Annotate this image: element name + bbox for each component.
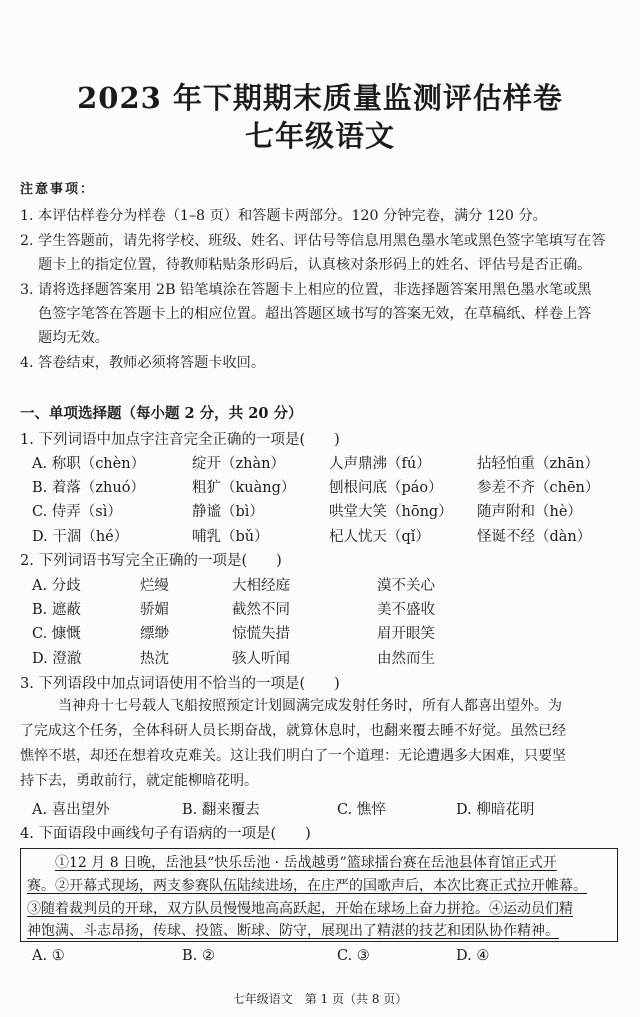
question-2-row: [32, 574, 622, 596]
question-3-stem: 3. 下列语段中加点词语使用不恰当的一项是( ): [20, 676, 340, 692]
question-3-options: [32, 798, 622, 820]
option-cell: A. 称职（chèn）: [32, 456, 146, 472]
answer-option: B. ②: [182, 948, 215, 964]
question-2-row: [32, 622, 622, 644]
option-cell: A. 分歧: [32, 578, 81, 594]
notice-line: 2. 学生答题前，请先将学校、班级、姓名、评估号等信息用黑色墨水笔或黑色签字笔填写在答: [20, 233, 606, 249]
option-cell: 绽开（zhàn）: [192, 456, 285, 472]
exam-title: 2023 年下期期末质量监测评估样卷: [77, 81, 563, 115]
question-4-passage-line: ①12 月 8 日晚，岳池县“快乐岳池 · 岳战越勇”篮球擂台赛在岳池县体育馆正式开: [55, 855, 557, 871]
question-2-row: [32, 647, 622, 669]
option-cell: 骄媚: [140, 602, 169, 618]
option-cell: 随声附和（hè）: [477, 504, 582, 520]
answer-option: A. ①: [32, 948, 65, 964]
option-cell: 眉开眼笑: [377, 626, 435, 642]
answer-option: C. ③: [337, 948, 370, 964]
option-cell: 哄堂大笑（hōng）: [329, 504, 453, 520]
option-cell: B. 着落（zhuó）: [32, 480, 145, 496]
notice-line: 色签字笔答在答题卡上的相应位置。超出答题区域书写的答案无效，在草稿纸、样卷上答: [38, 306, 592, 322]
section-heading: 一、单项选择题（每小题 2 分，共 20 分）: [20, 405, 303, 422]
option-cell: 拈轻怕重（zhān）: [477, 456, 599, 472]
question-4-options: [32, 948, 622, 970]
question-4-passage-box: [20, 848, 618, 942]
option-cell: C. 慷慨: [32, 626, 81, 642]
notice-line: 题卡上的指定位置，待教师粘贴条形码后，认真核对条形码上的姓名、评估号是否正确。: [38, 257, 592, 273]
question-1-row: [32, 500, 622, 522]
option-cell: 漠不关心: [377, 578, 435, 594]
notice-line: 3. 请将选择题答案用 2B 铅笔填涂在答题卡上相应的位置，非选择题答案用黑色墨水笔或黑: [20, 282, 592, 298]
answer-option: A. 喜出望外: [32, 802, 110, 818]
question-4-passage-line: 赛。②开幕式现场，两支参赛队伍陆续进场，在庄严的国歌声后，本次比赛正式拉开帷幕。: [27, 878, 587, 894]
option-cell: 美不盛收: [377, 602, 435, 618]
question-1-row: [32, 452, 622, 474]
question-4-stem: 4. 下面语段中画线句子有语病的一项是( ): [20, 826, 311, 842]
answer-option: B. 翻来覆去: [182, 802, 260, 818]
option-cell: B. 遮蔽: [32, 602, 81, 618]
option-cell: 怪诞不经（dàn）: [477, 529, 592, 545]
option-cell: 缥缈: [140, 626, 169, 642]
question-3-passage-line: 当神舟十七号载人飞船按照预定计划圆满完成发射任务时，所有人都喜出望外。为: [58, 698, 562, 714]
option-cell: 惊慌失措: [232, 626, 290, 642]
question-3-passage-line: 持下去，勇敢前行，就定能柳暗花明。: [20, 773, 258, 789]
answer-option: C. 憔悴: [337, 802, 386, 818]
notice-line: 题均无效。: [38, 330, 109, 346]
notice-line: 4. 答卷结束，教师必须将答题卡收回。: [20, 355, 266, 371]
page-footer: 七年级语文 第 1 页（共 8 页）: [232, 992, 408, 1006]
option-cell: 截然不同: [232, 602, 290, 618]
question-1-stem: 1. 下列词语中加点字注音完全正确的一项是( ): [20, 432, 340, 448]
option-cell: 哺乳（bǔ）: [192, 529, 269, 545]
option-cell: 静谧（bì）: [192, 504, 264, 520]
question-1-row: [32, 476, 622, 498]
option-cell: 由然而生: [377, 651, 435, 667]
answer-option: D. ④: [456, 948, 490, 964]
question-1-row: [32, 525, 622, 547]
question-3-passage-line: 憔悴不堪，却还在想着攻克难关。这让我们明白了一个道理：无论遭遇多大困难，只要坚: [20, 748, 566, 764]
question-2-row: [32, 598, 622, 620]
question-4-passage-line: 神饱满、斗志昂扬，传球、投篮、断球、防守，展现出了精湛的技艺和团队协作精神。: [27, 923, 559, 939]
option-cell: 骇人听闻: [232, 651, 290, 667]
answer-option: D. 柳暗花明: [456, 802, 535, 818]
option-cell: 参差不齐（chēn）: [477, 480, 600, 496]
option-cell: 粗犷（kuàng）: [192, 480, 296, 496]
notice-line: 1. 本评估样卷分为样卷（1–8 页）和答题卡两部分。120 分钟完卷，满分 120 分。: [20, 208, 547, 224]
question-2-stem: 2. 下列词语书写完全正确的一项是( ): [20, 553, 282, 569]
option-cell: 热沈: [140, 651, 169, 667]
option-cell: 人声鼎沸（fú）: [329, 456, 431, 472]
question-4-passage-line: ③随着裁判员的开球，双方队员慢慢地高高跃起，开始在球场上奋力拼抢。④运动员们精: [27, 901, 573, 917]
notice-heading: 注意事项：: [20, 182, 96, 197]
option-cell: C. 侍弄（sì）: [32, 504, 122, 520]
option-cell: 烂缦: [140, 578, 169, 594]
exam-subtitle: 七年级语文: [244, 119, 395, 153]
option-cell: D. 干涸（hé）: [32, 529, 129, 545]
option-cell: 杞人忧天（qǐ）: [329, 529, 430, 545]
option-cell: 刨根问底（páo）: [329, 480, 443, 496]
question-3-passage-line: 了完成这个任务，全体科研人员长期奋战，就算休息时，也翻来覆去睡不好觉。虽然已经: [20, 723, 566, 739]
option-cell: 大相经庭: [232, 578, 290, 594]
option-cell: D. 澄澈: [32, 651, 82, 667]
